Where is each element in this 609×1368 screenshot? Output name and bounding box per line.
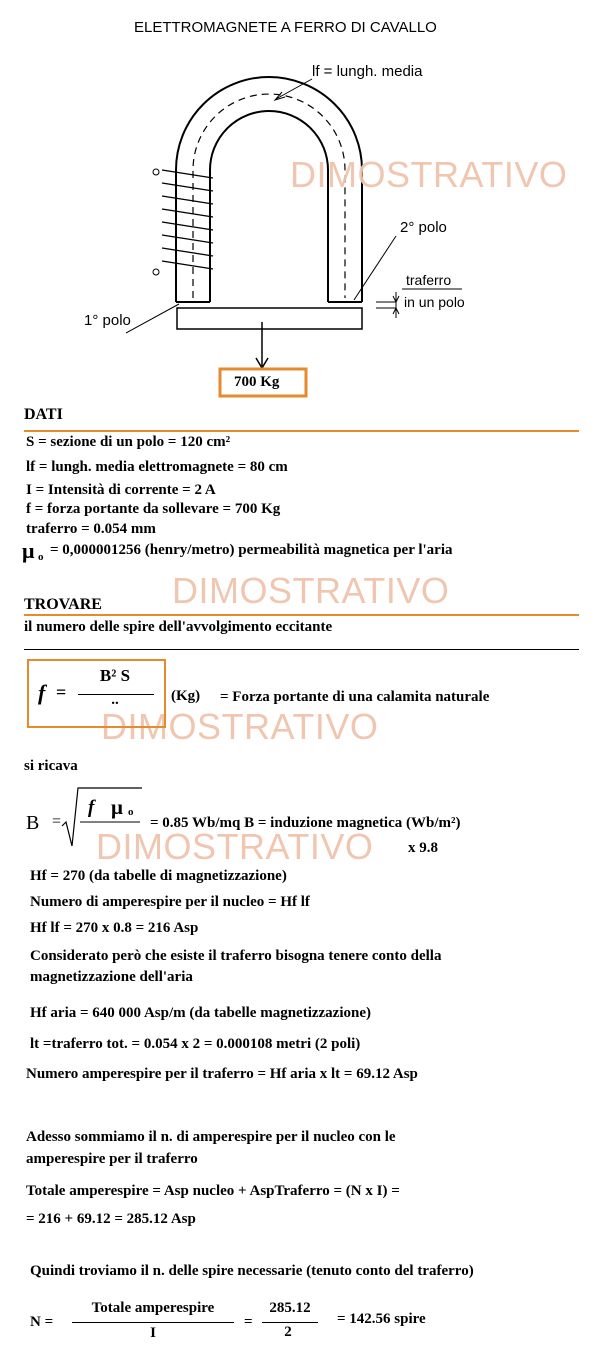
final-numerator-2: 285.12 bbox=[269, 1300, 311, 1316]
final-fraction-line-1 bbox=[72, 1322, 234, 1323]
final-eq1: = bbox=[244, 1314, 253, 1330]
dati-line-traferro: traferro = 0.054 mm bbox=[26, 521, 156, 537]
amp-nucleo-label: Numero di amperespire per il nucleo = Hf lf bbox=[30, 894, 310, 910]
amp-nucleo-calc: Hf lf = 270 x 0.8 = 216 Asp bbox=[30, 920, 199, 936]
final-N: N = bbox=[30, 1314, 54, 1330]
lf-label: lf = lungh. media bbox=[312, 63, 423, 80]
watermark: DIMOSTRATIVO bbox=[290, 154, 568, 195]
load-label: 700 Kg bbox=[234, 374, 280, 390]
formula2-num-mu-sub: o bbox=[128, 806, 134, 818]
formula1-numerator: B² S bbox=[99, 666, 131, 685]
dati-line-corrente: I = Intensità di corrente = 2 A bbox=[26, 482, 216, 498]
formula1-unit: (Kg) bbox=[171, 688, 201, 704]
trovare-rule bbox=[24, 614, 579, 616]
formula2-eq: = bbox=[52, 813, 62, 830]
coil-windings bbox=[162, 170, 213, 269]
lt-line: lt =traferro tot. = 0.054 x 2 = 0.000108 metri (2 poli) bbox=[30, 1036, 361, 1052]
trovare-text: il numero delle spire dell'avvolgimento eccitante bbox=[24, 619, 333, 635]
watermark: DIMOSTRATIVO bbox=[96, 826, 374, 867]
final-denominator-1: I bbox=[150, 1325, 156, 1341]
final-denominator-2: 2 bbox=[284, 1324, 292, 1340]
hf-line: Hf = 270 (da tabelle di magnetizzazione) bbox=[30, 868, 287, 884]
pole1-leader bbox=[126, 304, 179, 333]
gap-label-line2: in un polo bbox=[404, 294, 465, 310]
dati-line-lf: lf = lungh. media elettromagnete = 80 cm bbox=[26, 459, 288, 475]
watermark: DIMOSTRATIVO bbox=[172, 570, 450, 611]
lf-leader bbox=[276, 79, 312, 99]
pole2-leader bbox=[354, 236, 396, 300]
dati-line-mu: = 0,000001256 (henry/metro) permeabilità magnetica per l'aria bbox=[50, 542, 453, 558]
mu-subscript: o bbox=[38, 551, 44, 563]
separator-line bbox=[24, 649, 579, 650]
adesso-line2: amperespire per il traferro bbox=[26, 1151, 198, 1167]
considerato-line1: Considerato però che esiste il traferro bisogna tenere conto della bbox=[30, 948, 442, 964]
core-inner-outline bbox=[210, 111, 328, 302]
dati-line-sezione: S = sezione di un polo = 120 cm² bbox=[26, 434, 231, 450]
amp-traferro-line: Numero amperespire per il traferro = Hf aria x lt = 69.12 Asp bbox=[26, 1066, 418, 1082]
formula1-f: f bbox=[38, 680, 46, 705]
final-fraction-line-2 bbox=[262, 1322, 318, 1323]
final-result: = 142.56 spire bbox=[337, 1311, 426, 1327]
formula2-times: x 9.8 bbox=[408, 840, 438, 856]
armature-bar bbox=[177, 308, 362, 329]
considerato-line2: magnetizzazione dell'aria bbox=[30, 969, 193, 985]
mean-length-path bbox=[193, 94, 345, 298]
coil-terminal-bottom bbox=[153, 269, 159, 275]
formula2-num-f: f bbox=[88, 797, 95, 818]
dati-heading: DATI bbox=[24, 406, 63, 423]
formula1-denominator: .. bbox=[111, 692, 119, 708]
mu-symbol: μ bbox=[22, 538, 35, 563]
formula2-num-mu: μ bbox=[111, 795, 123, 819]
pole1-label: 1° polo bbox=[84, 312, 131, 329]
formula1-eq: = bbox=[56, 682, 67, 702]
gap-label-line1: traferro bbox=[406, 272, 452, 288]
horseshoe-diagram bbox=[0, 0, 609, 400]
formula1-description: = Forza portante di una calamita naturale bbox=[220, 689, 490, 705]
lf-leader-head bbox=[275, 92, 285, 100]
trovare-heading: TROVARE bbox=[24, 596, 102, 613]
page-title: ELETTROMAGNETE A FERRO DI CAVALLO bbox=[134, 19, 437, 36]
formula2-result: = 0.85 Wb/mq B = induzione magnetica (Wb/m²) bbox=[150, 815, 461, 831]
watermark: DIMOSTRATIVO bbox=[101, 706, 379, 747]
quindi-line: Quindi troviamo il n. delle spire necessarie (tenuto conto del traferro) bbox=[30, 1263, 474, 1279]
dati-rule bbox=[24, 430, 579, 432]
adesso-line1: Adesso sommiamo il n. di amperespire per il nucleo con le bbox=[26, 1129, 396, 1145]
coil-terminal-top bbox=[153, 169, 159, 175]
totale-line: Totale amperespire = Asp nucleo + AspTraferro = (N x I) = bbox=[26, 1183, 400, 1199]
formula2-B: B bbox=[26, 812, 40, 834]
pole2-label: 2° polo bbox=[400, 219, 447, 236]
final-numerator-1: Totale amperespire bbox=[91, 1300, 215, 1316]
totale-calc-line: = 216 + 69.12 = 285.12 Asp bbox=[26, 1211, 196, 1227]
hf-aria-line: Hf aria = 640 000 Asp/m (da tabelle magnetizzazione) bbox=[30, 1005, 372, 1021]
si-ricava: si ricava bbox=[24, 758, 78, 774]
dati-line-forza: f = forza portante da sollevare = 700 Kg bbox=[26, 501, 281, 517]
